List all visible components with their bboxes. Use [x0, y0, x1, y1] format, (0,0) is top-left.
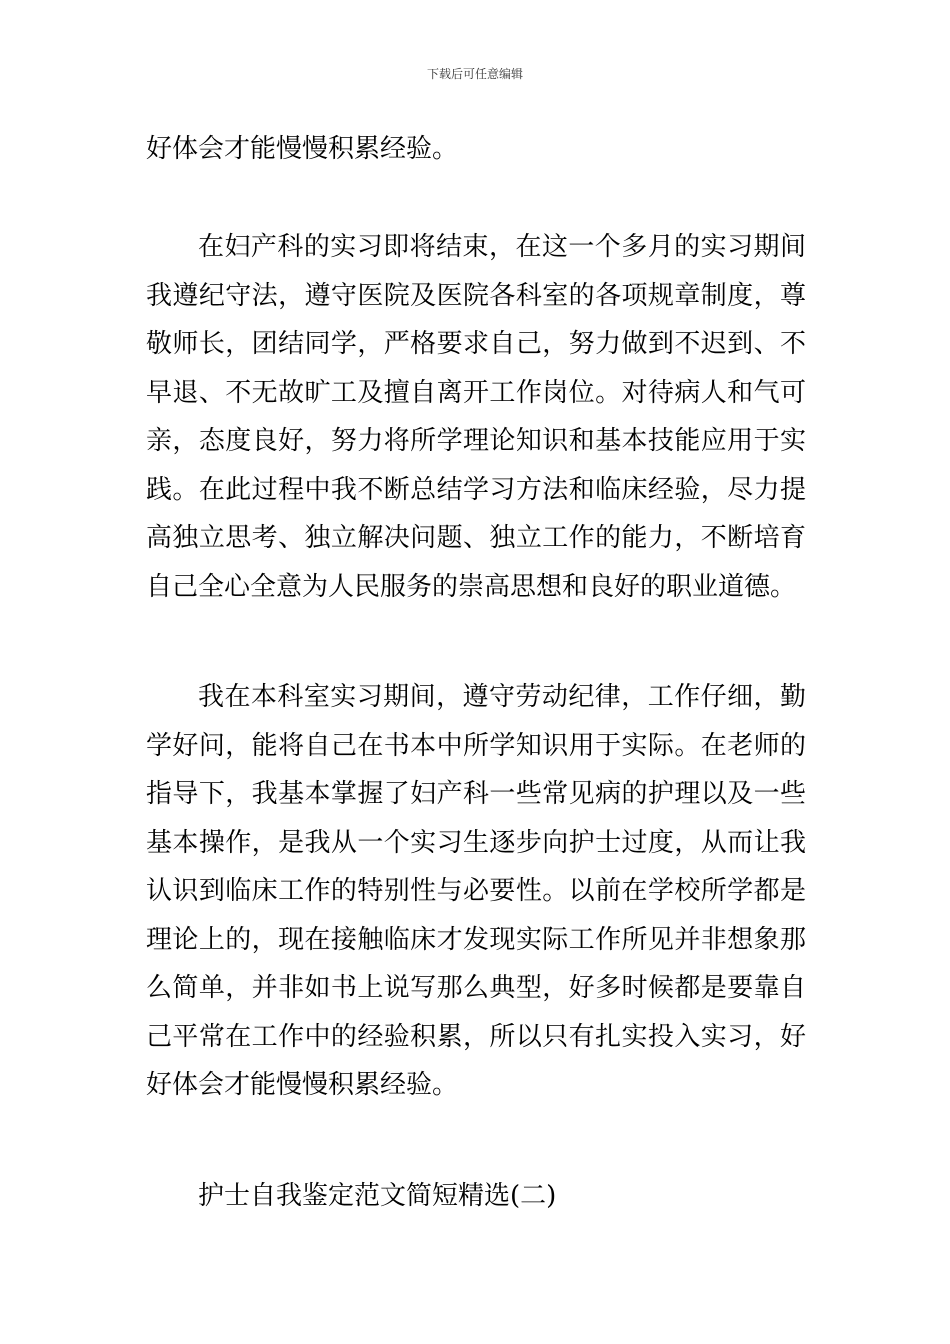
text-line: 亲，态度良好，努力将所学理论知识和基本技能应用于实 [146, 426, 806, 456]
text-line: 敬师长，团结同学，严格要求自己，努力做到不迟到、不 [146, 329, 806, 359]
text-line: 理论上的，现在接触临床才发现实际工作所见并非想象那 [146, 924, 806, 955]
text-line: 基本操作，是我从一个实习生逐步向护士过度，从而让我 [146, 827, 806, 858]
text-line: 己平常在工作中的经验积累，所以只有扎实投入实习，好 [146, 1021, 806, 1052]
text-line: 践。在此过程中我不断总结学习方法和临床经验，尽力提 [146, 474, 806, 505]
text-line: 自己全心全意为人民服务的崇高思想和良好的职业道德。 [146, 571, 797, 602]
continuation-text [146, 125, 806, 174]
text-line: 我在本科室实习期间，遵守劳动纪律，工作仔细，勤 [198, 682, 806, 712]
text-line: 指导下，我基本掌握了妇产科一些常见病的护理以及一些 [146, 779, 806, 809]
text-line: 高独立思考、独立解决问题、独立工作的能力，不断培育 [146, 523, 806, 553]
text-line: 认识到临床工作的特别性与必要性。以前在学校所学都是 [146, 876, 806, 906]
text-line: 好体会才能慢慢积累经验。 [146, 1070, 459, 1100]
text-line: 早退、不无故旷工及擅自离开工作岗位。对待病人和气可 [146, 377, 806, 408]
text-line: 好体会才能慢慢积累经验。 [146, 134, 459, 164]
text-line: 么简单，并非如书上说写那么典型，好多时候都是要靠自 [146, 973, 806, 1003]
text-line: 在妇产科的实习即将结束，在这一个多月的实习期间 [198, 232, 806, 262]
paragraph-1 [146, 223, 806, 611]
text-line: 学好问，能将自己在书本中所学知识用于实际。在老师的 [146, 730, 806, 761]
paragraph-2 [146, 673, 806, 1110]
section-heading: 护士自我鉴定范文简短精选(二) [198, 1181, 557, 1211]
text-line: 我遵纪守法，遵守医院及医院各科室的各项规章制度，尊 [146, 280, 806, 311]
page-header: 下载后可任意编辑 [426, 67, 523, 81]
